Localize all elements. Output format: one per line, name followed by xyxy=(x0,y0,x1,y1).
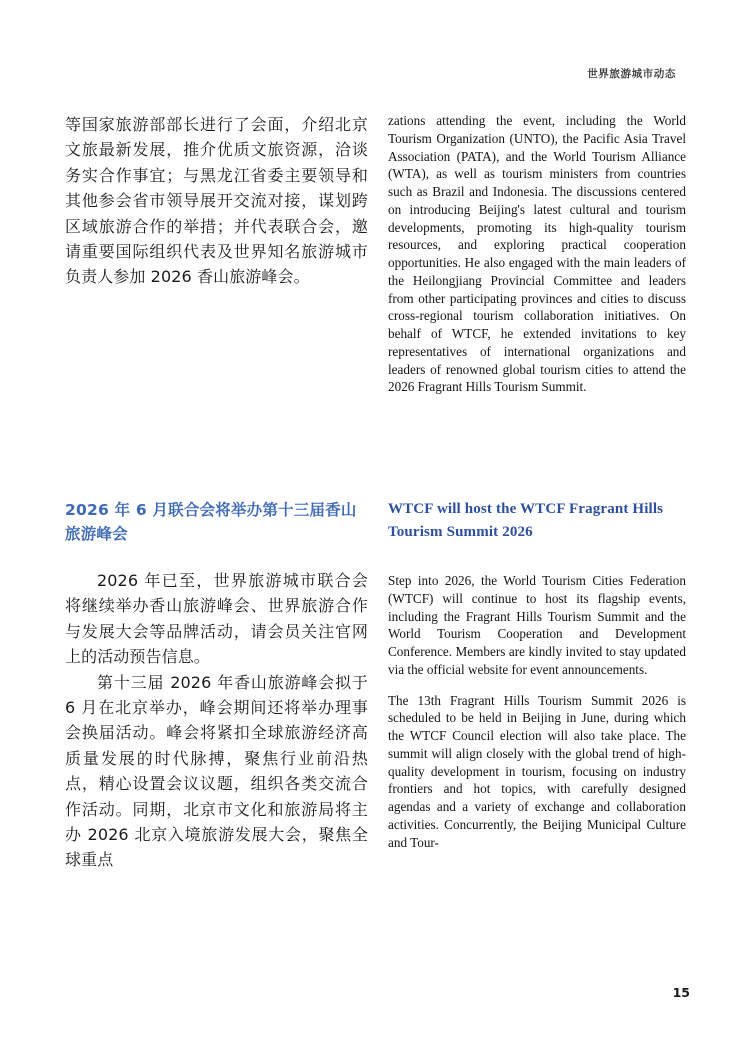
zh-continuation-text xyxy=(65,112,368,290)
article-left-column xyxy=(65,568,368,873)
en-continuation-paragraph: zations attending the event, including the World Tourism Organization (UNTO), the Pacific Asia Travel Association (PATA), and the World Tourism Alliance (WTA), as well as tourism ministers from countries such as Brazil and Indonesia. The discussions centered on introducing Beijing's latest cultural and tourism developments, promoting its high-quality tourism resources, and exploring practical cooperation opportunities. He also engaged with the main leaders of the Heilongjiang Provincial Committee and leaders from other participating provinces and cities to discuss cross-regional tourism collaboration initiatives. On behalf of WTCF, he extended invitations to key representatives of international organizations and leaders of renowned global tourism cities to attend the 2026 Fragrant Hills Tourism Summit. xyxy=(388,113,686,395)
zh-continuation-paragraph: 等国家旅游部部长进行了会面，介绍北京文旅最新发展，推介优质文旅资源，洽谈务实合作事宜；与黑龙江省委主要领导和其他参会省市领导展开交流对接，谋划跨区域旅游合作的举措；并代表联合会，邀请重要国际组织代表及世界知名旅游城市负责人参加 2026 香山旅游峰会。 xyxy=(65,115,368,287)
zh-heading-column xyxy=(65,498,368,546)
article-body-columns xyxy=(65,568,686,873)
en-article-heading: WTCF will host the WTCF Fragrant Hills Tourism Summit 2026 xyxy=(388,501,664,540)
zh-article-heading: 2026 年 6 月联合会将举办第十三届香山旅游峰会 xyxy=(65,501,357,543)
article-headings xyxy=(65,498,676,546)
running-header: 世界旅游城市动态 xyxy=(587,68,676,80)
en-article-body xyxy=(388,572,686,851)
article-right-column xyxy=(388,568,686,851)
top-right-column xyxy=(388,112,686,396)
top-section-columns xyxy=(65,112,686,396)
en-heading-column xyxy=(388,498,686,543)
top-left-column xyxy=(65,112,368,290)
zh-article-body xyxy=(65,568,368,873)
zh-article-paragraph: 2026 年已至，世界旅游城市联合会将继续举办香山旅游峰会、世界旅游合作与发展大会等品牌活动，请会员关注官网上的活动预告信息。 xyxy=(65,571,368,667)
en-article-paragraph: The 13th Fragrant Hills Tourism Summit 2026 is scheduled to be held in Beijing in June, during which the WTCF Council election will also take place. The summit will align closely with the global trend of high-quality development in tourism, focusing on industry frontiers and hot topics, with carefully designed agendas and a variety of exchange and collaboration activities. Concurrently, the Beijing Municipal Culture and Tour- xyxy=(388,692,686,850)
en-continuation-text xyxy=(388,112,686,396)
en-article-paragraph: Step into 2026, the World Tourism Cities Federation (WTCF) will continue to host its flagship events, including the Fragrant Hills Tourism Summit and the World Tourism Cooperation and Development Conference. Members are kindly invited to stay updated via the official website for event announcements. xyxy=(388,573,686,677)
zh-article-paragraph: 第十三届 2026 年香山旅游峰会拟于 6 月在北京举办，峰会期间还将举办理事会换届活动。峰会将紧扣全球旅游经济高质量发展的时代脉搏，聚焦行业前沿热点，精心设置会议议题，组织各类交流合作活动。同期，北京市文化和旅游局将主办 2026 北京入境旅游发展大会，聚焦全球重点 xyxy=(65,672,368,870)
page-number: 15 xyxy=(672,985,690,1000)
